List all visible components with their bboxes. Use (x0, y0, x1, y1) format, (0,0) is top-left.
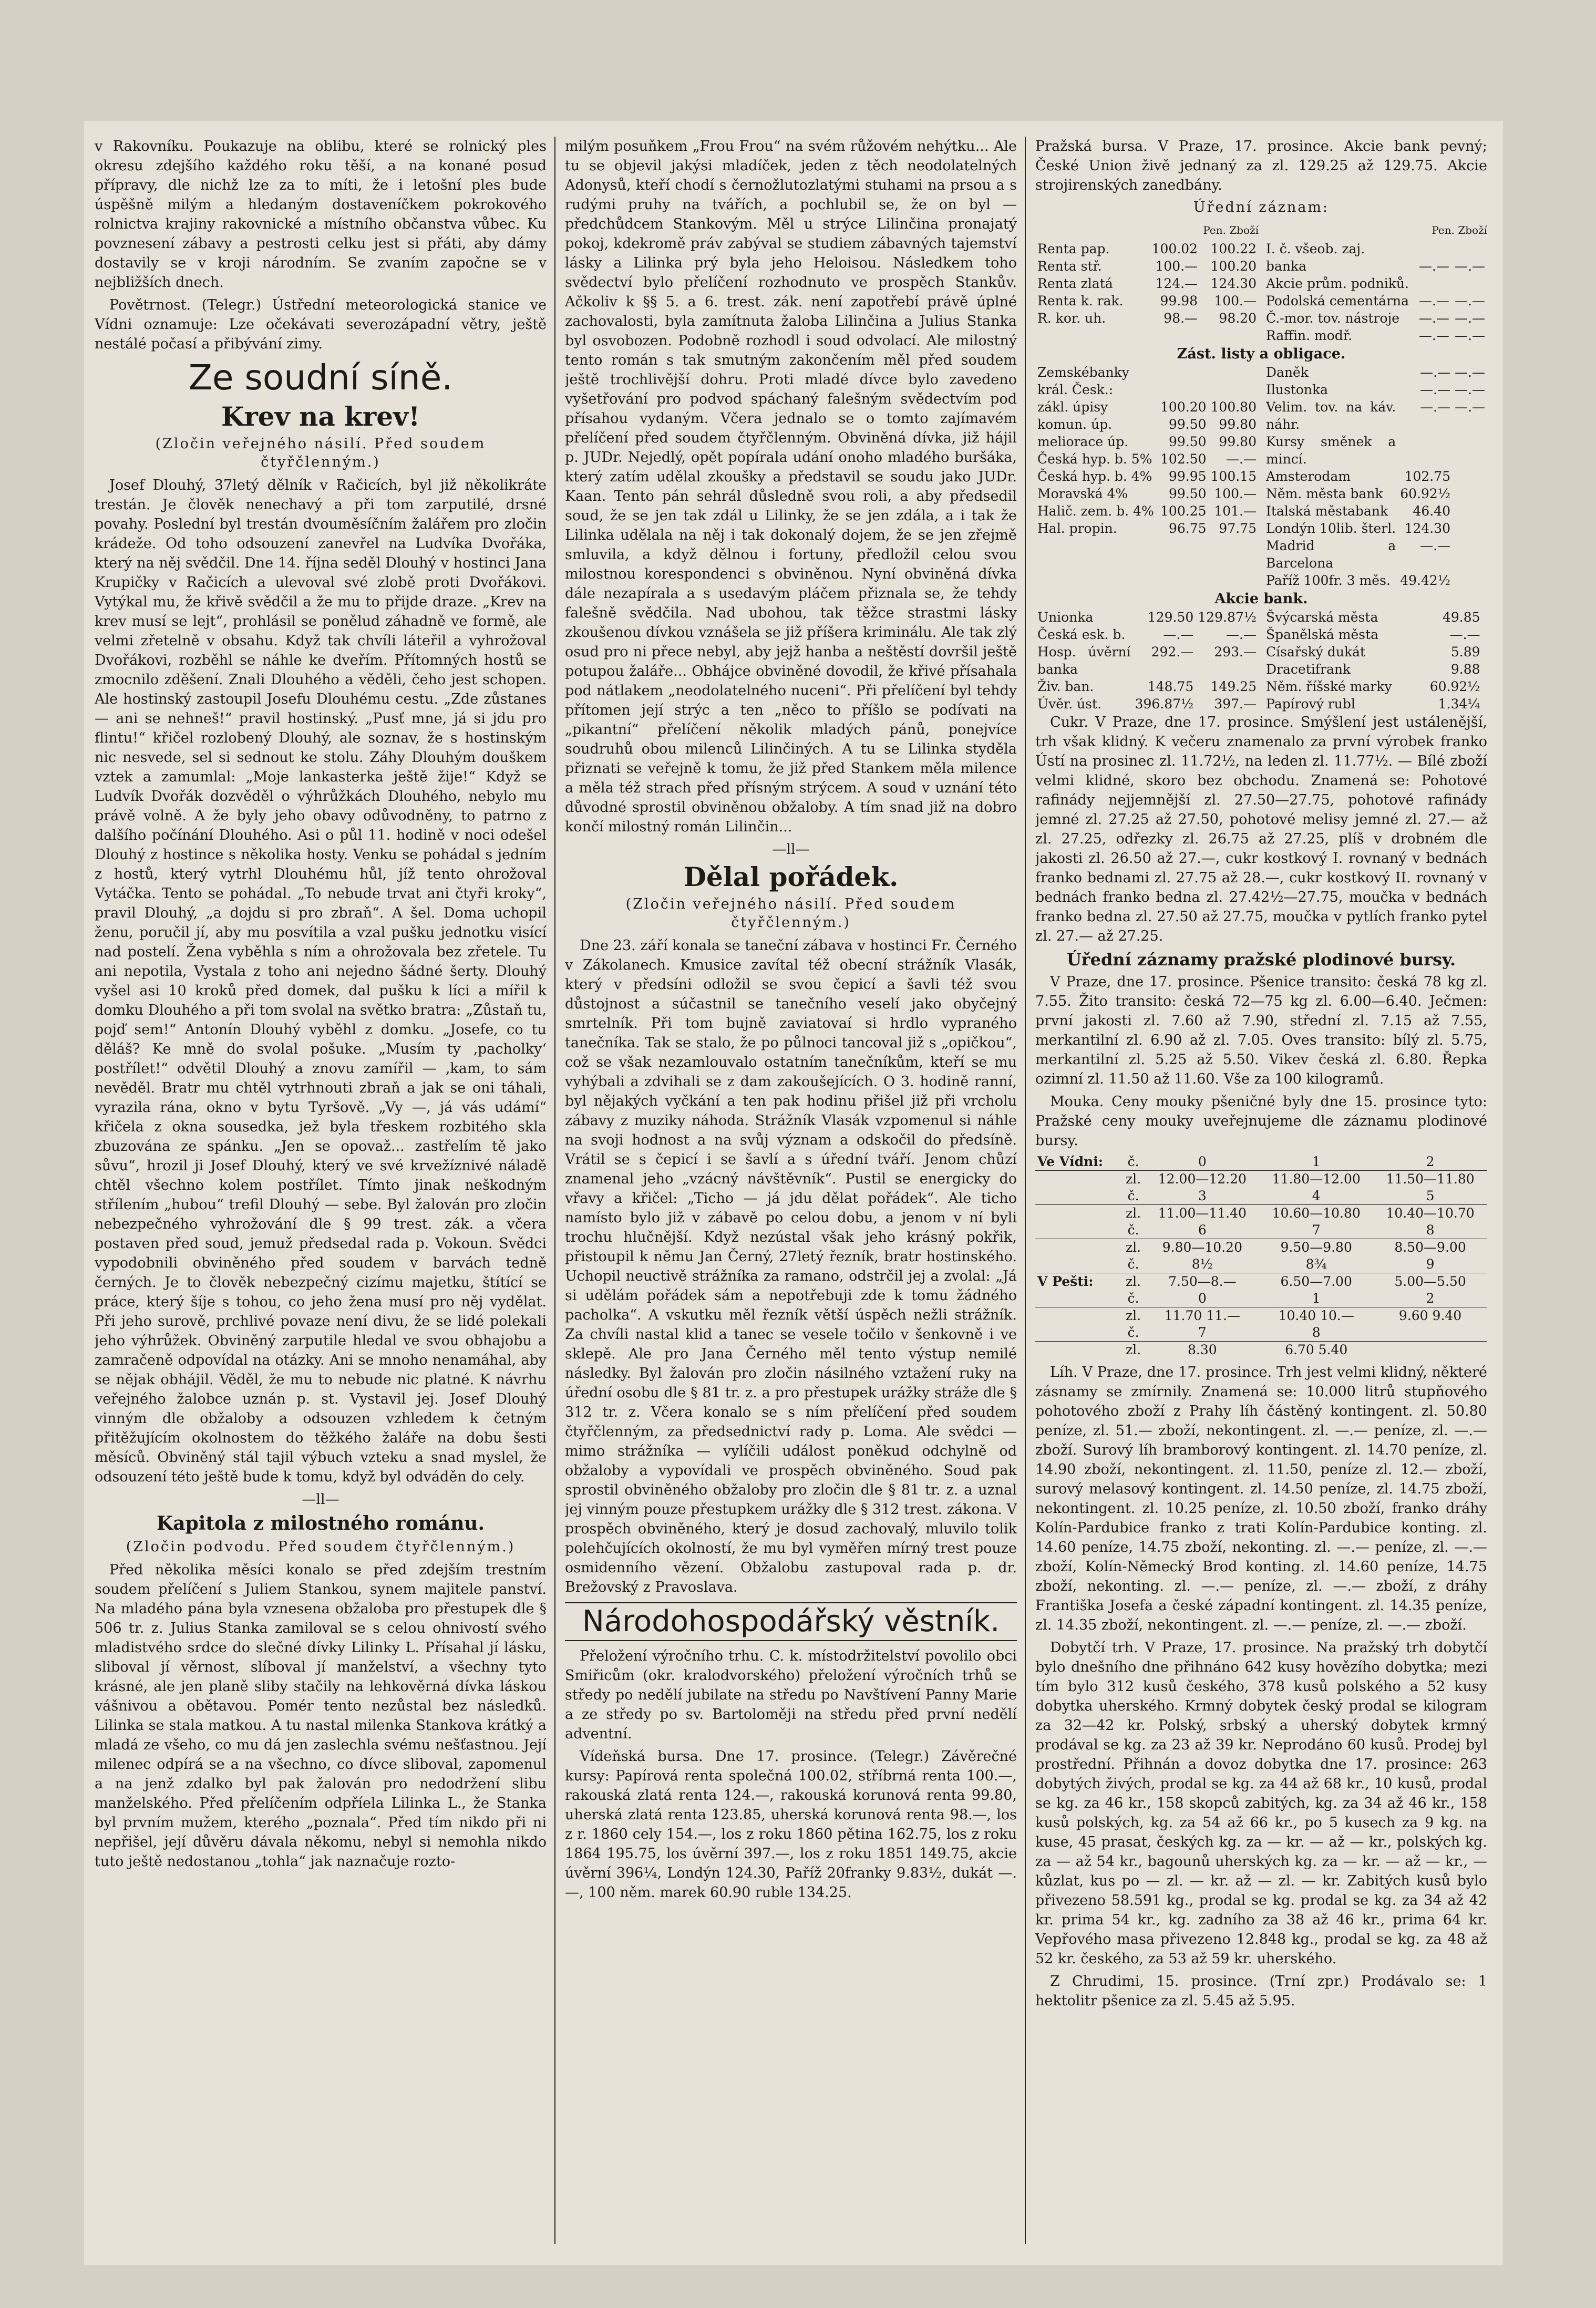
rate-row (1264, 643, 1487, 661)
market-cell: 9.50—9.80 (1280, 1240, 1352, 1255)
article-subheading-krev: (Zločin veřejného násilí. Před soudem čtyřčlenným.) (155, 436, 486, 470)
rate-label: Amsterodam (1266, 469, 1351, 484)
article-weather: Povětrnost. (Telegr.) Ústřední meteorologická stanice ve Vídni oznamuje: Lze očekávati severozápadní větry, ještě nestálé počasí a přibývání zimy. (95, 297, 547, 352)
rate-label: Hal. propin. (1037, 521, 1117, 536)
flour-price-table (1035, 1153, 1487, 1358)
rate-row (1035, 626, 1259, 643)
rate-label: Císařský dukát (1266, 644, 1366, 660)
rate-row (1035, 364, 1259, 398)
column-rule (554, 137, 555, 2244)
rate-value: 100.20 (1210, 259, 1257, 274)
rate-value (1482, 626, 1487, 643)
rate-value: —.— (1455, 328, 1485, 343)
market-cell (1035, 1171, 1121, 1188)
market-row (1035, 1153, 1487, 1171)
rate-label: Č.-mor. tov. nástroje (1266, 311, 1400, 326)
article-body-delal: Dne 23. září konala se taneční zábava v hostinci Fr. Černého v Zákolanech. Kmusice zavítal též obecní strážník Vlasák, který v předsíni odložil se svou čepicí a šavli též svou důstojnost a súčastnil se tanečního veselí jako obyčejný smrtelník. Při tom bujně zaviatovaí si hrdlo vypraného tanečníka. Tak se stalo, že po půlnoci tancoval již s „opičkou“, což se však nezamlouvalo ostatním tanečníkům, kteří se mu vyhýbali a zdvihali se z dam zakoušejících. O 3. hodině ranní, byl nějakých vyčkání a ten pak hodinu přišel již při vrcholu zábavy z muziky náhoda. Strážník Vlasák vzpomenul si náhle na svoji hodnost a na svůj význam a odskočil do předsíně. Vrátil se s čepicí i se šavlí a s úřední tváří. Jenom chůzí znamenal jeho „vzácný návštěvník“. Pustil se energicky do vřavy a křičel: „Ticho — já jdu dělat pořádek“. Ale ticho namísto bylo již v zábavě po celou dobu, a jenom v ní byli trochu hlučnější. Když nezústal však jeho krásný pokřik, přistoupil k němu Jan Černý, 27letý řezník, bratr hostinského. Uchopil neuctivě strážníka za ramano, odstrčil jej a zvolal: „Já si udělám pořádek sám a nepotřebuji zde k tomu žádného pacholka“. A vskutku měl řezník větší úspěch nežli strážník. Za chvíli nastal klid a tanec se vesele točilo v šenkovně i ve sklepě. Ale pro Jana Černého měl tento výstup nemilé následky. Byl žalován pro zločin násilného vztažení ruky na úřední osobu dle § 81 tr. z. a pro přestupek urážky stráže dle § 312 tr. z. Včera konalo se s ním přelíčení před soudem čtyřčlenným, za předsednictví rady p. Loma. Ale svědci — mimo strážníka — vylíčili událost poněkud odchylně od obžaloby a vypovídali ve prospěch obviněného. Soud pak sprostil obviněného obžaloby pro zločin dle § 81 tr. z. a uznal jej vinným pouze přestupkem urážky dle § 312 trest. zákona. V prospěch obviněného, který je dosud zachovalý, mluvilo tolik polehčujících okolností, že mu byl vyměřen mírný trest pouze osmidenního vězení. Obžalobu zastupoval rada p. dr. Brežovský z Pravoslava. (565, 937, 1017, 1595)
rate-value: 100.25 (1160, 503, 1207, 519)
rate-value: 5.89 (1450, 644, 1480, 660)
rates-table-left (1035, 240, 1259, 327)
rate-label: Papírový rubl (1266, 696, 1355, 712)
rate-row (1264, 364, 1487, 381)
market-cell: 2 (1373, 1153, 1487, 1171)
rate-row (1264, 292, 1487, 310)
rate-value: 148.75 (1147, 679, 1194, 694)
rate-value: —.— (1418, 259, 1449, 274)
rate-value: 98.— (1163, 311, 1198, 326)
rate-label: Renta stř. (1037, 259, 1102, 274)
rate-row (1264, 572, 1487, 589)
rate-label: Italská městabank (1266, 503, 1388, 519)
rate-row (1264, 537, 1487, 572)
rate-value (1209, 364, 1259, 398)
rate-label: Madrid a Barcelona (1266, 538, 1396, 571)
rate-row (1264, 626, 1487, 643)
rate-value: 100.20 (1160, 399, 1207, 415)
rate-value: 124.30 (1404, 521, 1451, 536)
market-cell: 5.00—5.50 (1394, 1274, 1466, 1289)
rate-row (1035, 520, 1259, 537)
rate-value: 99.95 (1168, 469, 1207, 484)
rate-value: —.— (1455, 259, 1485, 274)
rate-label: Živ. ban. (1037, 679, 1094, 694)
rate-row (1264, 433, 1487, 468)
rate-value: —.— (1420, 382, 1451, 397)
market-cell: 9.60 9.40 (1398, 1308, 1462, 1323)
article-trh: Přeložení výročního trhu. C. k. místodržitelství povolilo obci Smiřicům (okr. kralodvorského) přeložení výročních trhů se středy po nedělí jubilate na středu po Navštívení Panny Marie a ze středy po sv. Bartoloměji na středu před první nedělí adventní. (565, 1648, 1017, 1742)
market-cell (1373, 1342, 1487, 1359)
rate-value (1158, 364, 1208, 398)
rate-value: 99.80 (1219, 417, 1257, 432)
rate-row (1264, 468, 1487, 485)
article-flour: Mouka. Ceny mouky pšeničné byly dne 15. prosince tyto: Pražské ceny mouky uveřejnujeme dle záznamu plodinové bursy. (1035, 1094, 1487, 1149)
rate-label: Londýn 10lib. šterl. (1266, 521, 1396, 536)
rate-value: 49.85 (1442, 610, 1480, 625)
rate-label: Úvěr. úst. (1037, 696, 1102, 712)
market-cell: 11.00—11.40 (1158, 1205, 1247, 1221)
rate-row (1035, 257, 1259, 275)
rate-row (1035, 485, 1259, 502)
rate-row (1264, 275, 1487, 292)
rate-label: Česká hyp. b. 5% (1037, 451, 1152, 467)
rate-value: 98.20 (1219, 311, 1257, 326)
rate-label: I. č. všeob. zaj. (1266, 241, 1365, 256)
rate-value: 99.50 (1168, 434, 1207, 449)
market-cell: 12.00—12.20 (1158, 1171, 1247, 1187)
article-body-krev: Josef Dlouhý, 37letý dělník v Račicích, byl již několikráte trestán. Je člověk nenechavý a při tom zarputilé, drsné povahy. Poslední byl trestán dvouměsíčním žalářem pro zločin krádeže. Od toho odsouzení zanevřel na Ludvíka Dvořáka, který na něj svědčil. Dne 14. října seděl Dlouhý v hostinci Jana Krupičky v Račicích a ulevoval své zlobě proti Dvořákovi. Vytýkal mu, že křivě svědčil a že mu to přijde draze. „Krev na krev musí se lejt“, prohlásil se ponělud záhadně ve formě, ale velmi zřetelně v obsahu. Když tak chvíli láteřil a vyhrožoval Dvořákovi, rozběhl se náhle ke dveřím. Přítomných hostů se zmocnilo zděšení. Znali Dlouhého a věděli, čeho jest schopen. Ale hostinský zastoupil Josefu Dlouhému cestu. „Zde zůstanes — ani se nehneš!“ pravil hostinský. „Pusť mne, já si jdu pro flintu!“ křičel rozlobený Dlouhý, ale soznav, že s hostinským nic nesvede, sel si sednout ke stolu. Záhy Dlouhým douškem vztek a zamumlal: „Moje lankasterka ještě žije!“ Když se Ludvík Dvořák dozvěděl o výhrůžkách Dlouhého, nebylo mu právě volně. A že byly jeho obavy odůvodněny, to patrno z dalšího počínání Dlouhého. Asi o půl 11. hodině v noci odešel Dlouhý z hostince s několika hosty. Venku se pohádal s jedním z hostů, který vytrhl Dlouhému hůl, jíž tento ohrožoval Vytáčka. Tento se pohádal. „To nebude trvat ani čtyři kroky“, pravil Dlouhý, „a dojdu si pro zbraň“. A šel. Doma uchopil ženu, poručil jí, aby mu posvítila a vzal pušku jednotku visící nad postelí. Žena vyběhla s ním a ohrožovala bez zřetele. Tu ani nepotila, Vystala z toho ani nejedno šádné šerty. Dlouhý vyšel asi 10 kroků před domek, dal pušku k líci a mířil k domku Dlouhého a při tom svolal na světko bratra: „Zůstaň tu, pojď sem!“ Antonín Dlouhý vyběhl z domku. „Josefe, co tu děláš? Ke mně do svolal pošuke. „Musím ty ‚pacholky‘ postřílet!“ odvětil Dlouhý a znovu zamířil — ‚kam, to sám nevěděl. Bratr mu chtěl vytrhnouti zbraň a jak se oni táhali, vyrazila rána, okno v bytu Tyršově. „Vy —, já vás udámí“ křičela z okna sousedka, jež byla třeskem rozbitého skla zbuzována ze spánku. „Jen se opovaž... zastřelím tě jako sůvu“, hrozil ji Josef Dlouhý, který ve své krvežíznivé náladě chtěl všechno kolem postřílet. Tímto jinak neškodným střílením „hubou“ trefil Dlouhý — sebe. Byl žalován pro zločin nebezpečného vyhrožování dle § 99 trest. zák. a včera postaven před soud, jemuž předsedal rada p. Vokoun. Svědci vypodobnili obviněného před soudem v barvách tedně černých. Je to člověk nebezpečný cizímu majetku, štítící se práce, který šíje s tohou, co jeho žena musí pro něj vydělat. Při jeho surově, prchlivé povaze není divu, že se lidé polekali jeho výhrůžek. Obviněný zarputile hledal ve svou obhajobu a zamračeně odpovídal na otázky. Ani se mnoho nenamáhal, aby se nějak obhájil. Věděl, že mu to nebude nic platné. K návrhu veřejného žalobce uznán p. st. Vystavil jej. Josef Dlouhý vinným dle obžaloby a odsouzen vzhledem k četným přitěžujícím okolnostem do těžkého žaláře na dobu šesti měsíců. Obviněný stál tajil výbuch vzteku a snad myslel, že odsouzení této ještě bude k tomu, když byl odváděn do cely. (95, 477, 547, 1485)
market-cell: zl. (1126, 1342, 1141, 1357)
market-cell: č. (1121, 1188, 1146, 1205)
market-row (1035, 1222, 1487, 1239)
market-row (1035, 1342, 1487, 1359)
rate-value (1453, 485, 1487, 502)
rate-row (1264, 485, 1487, 502)
rate-value (1482, 643, 1487, 661)
rate-value: —.— (1455, 311, 1485, 326)
rate-value: 149.25 (1210, 679, 1257, 694)
rate-label: Něm. města bank (1266, 486, 1383, 501)
exchange-table (1264, 364, 1487, 589)
rate-label: Česká hyp. b. 4% (1037, 469, 1152, 484)
rate-label: komun. úp. (1037, 417, 1113, 432)
rate-label: Něm. říšské marky (1266, 679, 1392, 694)
rate-row (1264, 240, 1487, 257)
rate-value (1453, 520, 1487, 537)
rate-value (1451, 240, 1487, 257)
market-cell: 6 (1145, 1222, 1259, 1239)
rate-row (1035, 292, 1259, 310)
rate-row (1264, 661, 1487, 678)
market-cell: 3 (1145, 1188, 1259, 1205)
rate-value: 97.75 (1219, 521, 1257, 536)
market-cell: 7 (1145, 1324, 1259, 1342)
rate-row (1264, 609, 1487, 626)
rate-value (1398, 433, 1453, 468)
rate-row (1035, 695, 1259, 713)
heading-commodity-bourse: Úřední záznamy pražské plodinové bursy. (1066, 950, 1456, 970)
rate-value: 102.50 (1160, 451, 1207, 467)
rate-row (1035, 502, 1259, 520)
article-heading-krev: Krev na krev! (221, 401, 420, 432)
rate-label: Švýcarská města (1266, 610, 1378, 625)
rate-value (1453, 502, 1487, 520)
rate-row (1264, 695, 1487, 713)
rate-value: —.— (1163, 627, 1194, 642)
section-heading-economy: Národohospodářský věstník. (565, 1602, 1017, 1641)
exchange-table-2 (1264, 609, 1487, 713)
market-cell: 1 (1259, 1290, 1373, 1307)
rate-label: Halič. zem. b. 4% (1037, 503, 1154, 519)
rate-value: 9.88 (1450, 662, 1480, 677)
rates-block-1 (1035, 221, 1487, 344)
market-cell (1035, 1188, 1121, 1205)
rate-row (1264, 327, 1487, 344)
rate-label: Renta k. rak. (1037, 293, 1124, 308)
article-commodities: V Praze, dne 17. prosince. Pšenice transito: česká 78 kg zl. 7.55. Žito transito: česká 72—75 kg zl. 6.00—6.40. Ječmen: první jakosti zl. 7.60 až 7.90, střední zl. 7.15 až 7.55, merkantilní zl. 6.90 až zl. 7.05. Oves transito: bílý zl. 5.75, merkantilní zl. 5.25 až 5.50. Vikev česká zl. 6.80. Řepka ozimní zl. 11.50 až 11.60. Vše za 100 kilogramů. (1035, 974, 1487, 1087)
article-body-kapitola-cont: milým posuňkem „Frou Frou“ na svém růžovém nehýtku... Ale tu se objevil jakýsi mladíček, jeden z těch neodolatelných Adonysů, kteří chodí s černožlutozlatými stuhami na prsou a s rudými pruhy na tvářích, a pochlubil se, že on byl — předchůdcem Stankovým. Měl u strýce Lilinčina pronajatý pokoj, kdekromě práv zabýval se studiem zábavných tajemství lásky a Lilinka prý byla jeho Heloisou. Následkem toho svědectví bylo přelíčení rozhodnuto ve prospěch Stankův. Ačkoliv k §§ 5. a 6. trest. zák. není zapotřebí právě úplné zachovalosti, byla zamítnuta žaloba Lilinčina a Julius Stanka byl osvobozen. Podobně rozhodl i soud odvolací. Ale milostný tento román s tak smutným zakončením měl před soudem ještě trochlivější dohru. Proti mladé dívce bylo zavedeno vyšetřování pro podvod spáchaný falešným svědectvím pod přísahou vydaným. Včera jednalo se o tomto zajímavém přelíčení před soudem čtyřčlenným. Obviněná dívka, již hájil p. JUDr. Nejedlý, opět popírala udání onoho mladého buršáka, který zatím udělal zkoušky a představil se soudu jako JUDr. Kaan. Tento pán sehrál důsledně svou roli, a aby předsedil soud, že se jen tak zdál u Lilinky, že se jen zdála, a i tak že Lilinka udělala na něj i tak dokonalý dojem, že se jen zřejmě smluvila, a když dělnou i fortuny, předložil celou svou milostnou korespondenci s obviněnou. Nyní obviněná dívka dále nezapírala a s usedavým pláčem přiznala se, že tehdy falešně svědčila. Nad ubohou, tak těžce strastmi lásky zkoušenou dívkou vznášela se již příšera kriminálu. Ale tak zlý osud pro ni přece nebyl, aby jejž hanba a neštěstí dovršil ještě potupou žaláře... Obhájce obviněné dovodil, že křivé přísahala pod nátlakem „neodolatelného nuceni“. Při přelíčení byl tehdy přítomen její strýc a ten „něco to příšlo se podívati na „pikantní“ přelíčení několik mladých pánů, ponejvíce soudruhů obou milenců Lilinčiných. A tu se Lilinka styděla přiznati se veřejně k tomu, že již před Stankem měla milence a měla též strach před přísným strýcem. A soud v uznání této důvodné sprostil obviněnou obžaloby. A tím snad již na dobro končí milostný román Lilinčin... (565, 138, 1017, 835)
rates-block-3 (1035, 609, 1487, 713)
separator: —ll— (302, 1491, 339, 1508)
rate-row (1264, 381, 1487, 398)
rate-value: 60.92½ (1429, 679, 1480, 694)
bonds-table (1035, 364, 1259, 537)
rate-value: 100.02 (1151, 241, 1198, 256)
market-cell (1035, 1290, 1121, 1307)
market-cell: č. (1121, 1153, 1146, 1171)
market-row (1035, 1188, 1487, 1205)
market-cell: 0 (1145, 1153, 1259, 1171)
rate-value: —.— (1418, 293, 1449, 308)
rate-value: 129.87½ (1198, 610, 1257, 625)
market-cell: 8.50—9.00 (1394, 1240, 1466, 1255)
rate-value: —.— (1455, 293, 1485, 308)
market-cell: zl. (1126, 1171, 1141, 1187)
article-heading-delal: Dělal pořádek. (683, 861, 899, 892)
rate-row (1035, 310, 1259, 327)
market-cell: č. (1121, 1290, 1146, 1307)
rate-value (1482, 678, 1487, 695)
rate-label: Španělská města (1266, 627, 1379, 642)
column-2 (565, 137, 1017, 2254)
rate-row (1035, 240, 1259, 257)
newspaper-page (84, 121, 1503, 2265)
rate-value: 99.80 (1219, 434, 1257, 449)
rate-value: 129.50 (1147, 610, 1194, 625)
article-sugar: Cukr. V Praze, dne 17. prosince. Smýšlení jest ustálenější, trh však klidný. K večeru znamenalo za první výrobek franko Ústí na prosinec zl. 11.72½, na leden zl. 11.77½. — Bílé zboží velmi klidné, skoro bez obchodu. Znamená se: Pohotové rafinády nejjemnější zl. 27.50—27.75, pohotové rafinády jemné zl. 27.25 až 27.50, pohotové melisy jemné zl. 27.— až zl. 27.25, odřezky zl. 26.75 až 27.25, plíš v drobném dle jakosti zl. 26.50 až 27.—, cukr kostkový I. rovnaný v bednách franko bednami zl. 27.75 až 28.—, cukr kostkový II. rovnaný v bednách franko bedna zl. 27.42½—27.75, moučka v bednách franko bedna zl. 27.50 až 27.75, moučka v pytlích franko pytel zl. 27.— až 27.25. (1035, 714, 1487, 944)
rate-label: Raffin. modř. (1266, 328, 1352, 343)
rate-value: 46.40 (1413, 503, 1451, 519)
rate-label: Paříž 100fr. 3 měs. (1266, 573, 1391, 588)
rate-row (1035, 275, 1259, 292)
article-rakovnik: v Rakovníku. Poukazuje na oblibu, které se rolnický ples okresu zdejšího každého roku těší, a na konané posud přípravy, dle nichž lze za to míti, že i letošní ples bude úspěšně milým a hledaným dostaveníčkem pokrokového rolnictva krajiny rakovnické a místního občanstva vůbec. Ku povznesení zábavy a pestrosti celku jest si přáti, aby dámy dostavily se v kroji národním. Se zvaním započne se v nejbližších dnech. (95, 138, 547, 291)
rate-value: 99.98 (1160, 293, 1198, 308)
bank-shares-table (1035, 609, 1259, 713)
market-cell: 8½ (1145, 1256, 1259, 1273)
rate-row (1035, 468, 1259, 485)
market-cell: 10.40 10.— (1278, 1308, 1354, 1323)
rate-row (1035, 678, 1259, 695)
rate-value (1453, 572, 1487, 589)
rate-label: Podolská cementárna (1266, 293, 1409, 308)
market-cell (1373, 1324, 1487, 1342)
rate-value: 99.50 (1168, 417, 1207, 432)
market-cell: 8.30 (1188, 1342, 1217, 1357)
market-row (1035, 1205, 1487, 1222)
market-cell: 8¾ (1259, 1256, 1373, 1273)
article-subheading-delal: (Zločin veřejného násilí. Před soudem čtyřčlenným.) (625, 896, 956, 931)
market-cell: 9.80—10.20 (1162, 1240, 1242, 1255)
rate-label: Renta pap. (1037, 241, 1110, 256)
market-row (1035, 1273, 1487, 1291)
market-cell: zl. (1126, 1308, 1141, 1323)
market-cell: 10.60—10.80 (1272, 1205, 1361, 1221)
rate-row (1264, 520, 1487, 537)
market-row (1035, 1239, 1487, 1256)
rate-value: 1.34¼ (1438, 696, 1480, 712)
market-cell: 6.70 5.40 (1285, 1342, 1348, 1357)
rate-label: Unionka (1037, 610, 1094, 625)
rate-label: Hosp. úvěrní banka (1037, 644, 1131, 677)
market-cell (1035, 1222, 1121, 1239)
market-cell (1035, 1239, 1121, 1256)
market-cell (1035, 1256, 1121, 1273)
rate-label: zákl. úpisy (1037, 399, 1108, 415)
article-cattle-market: Dobytčí trh. V Praze, 17. prosince. Na pražský trh dobytčí bylo dnešního dne přihnáno 642 kusy hovězího dobytka; mezi tím bylo 312 kusů českého, 378 kusů polského a 52 kusy dobytka uherského. Krmný dobytek český prodal se kilogram za 32—42 kr. Polský, srbský a uherský dobytek krmný prodával se kg. za 23 až 39 kr. Neprodáno 60 kusů. Prodej byl prostřední. Přihnán a dovoz dobytka dne 17. prosince: 263 dobytých živých, prodal se kg. za 44 až 68 kr., 10 kusů, prodal se kg. za 46 kr., 158 skopců zabitých, kg. za 34 až 46 kr., 158 kusů polských, kg. za 54 až 66 kr., po 5 kusech za 9 kg. na kuse, 45 prasat, českých kg. za — kr. — až — kr., polských kg. za — až 54 kr., bagounů uherských kg. za — kr. — až — kr., — kůzlat, kus po — zl. — kr. až — zl. — kr. Zabitých kusů bylo přivezeno 58.591 kg., prodal se kg. prodal se kg. za 34 až 42 kr. prima 54 kr., kg. zadního za 38 až 46 kr., prima 64 kr. Vepřového masa přivezeno 12.848 kg., prodal se kg. za 48 až 52 kr. českého, za 53 až 59 kr. uherského. (1035, 1640, 1487, 1967)
article-spirit: Líh. V Praze, dne 17. prosince. Trh jest velmi klidný, některé zásnamy se zmírnily. Znamená se: 10.000 litrů stupňového pohotového zboží z Prahy líh částěný kontingent. zl. 50.80 peníze, zl. 51.— zboží, nekontingent. zl. —.— peníze, zl. —.— zboží. Surový líh bramborový kontingent. zl. 14.70 peníze, zl. 14.90 zboží, nekontingent. zl. 11.50, peníze zl. 12.— zboží, surový melasový kontingent. zl. 14.50 peníze, zl. 14.75 zboží, nekontingent. zl. 10.25 peníze, zl. 10.50 zboží, franko dráhy Kolín-Pardubice franko z trati Kolín-Pardubice konting. zl. 14.60 peníze, 14.75 zboží, nekonting. zl. —.— peníze, zl. —.— zboží, Kolín-Německý Brod konting. zl. 14.60 peníze, 14.75 zboží, nekonting. zl. —.— peníze, zl. —.— zboží, z dráhy Františka Josefa a české západní kontingent. zl. 14.35 peníze, zl. 14.35 zboží, nekontingent. zl. —.— peníze, zl. —.— zboží. (1035, 1364, 1487, 1633)
rate-value: —.— (1226, 451, 1257, 467)
rate-value (1482, 661, 1487, 678)
rate-row (1264, 502, 1487, 520)
market-cell: zl. (1126, 1205, 1141, 1221)
rate-value: —.— (1449, 627, 1480, 642)
rate-value: 102.75 (1404, 469, 1451, 484)
rate-value: 60.92½ (1400, 486, 1451, 501)
rate-row (1035, 433, 1259, 450)
rate-value: 99.50 (1168, 486, 1207, 501)
rate-value: 100.— (1155, 259, 1198, 274)
rate-value: —.— (1420, 538, 1451, 553)
article-subheading-kapitola: (Zločin podvodu. Před soudem čtyřčlenným.) (126, 1539, 516, 1555)
rate-row (1264, 310, 1487, 327)
column-1 (95, 137, 547, 2254)
rate-label: Zemskébanky král. Česk.: (1037, 365, 1129, 397)
market-cell: V Pešti: (1037, 1274, 1094, 1289)
rate-label: Velim. tov. na káv. náhr. (1266, 399, 1396, 432)
market-cell: 4 (1259, 1188, 1373, 1205)
market-row (1035, 1256, 1487, 1273)
market-cell: zl. (1126, 1240, 1141, 1255)
market-cell: 0 (1145, 1290, 1259, 1307)
market-cell (1035, 1342, 1121, 1359)
article-chrudim: Z Chrudimi, 15. prosince. (Trní zpr.) Prodávalo se: 1 hektolitr pšenice za zl. 5.45 až 5.95. (1035, 1973, 1487, 2009)
rate-value: —.— (1226, 627, 1257, 642)
rate-value: 100.80 (1210, 399, 1257, 415)
rate-label: Renta zlatá (1037, 276, 1113, 291)
rate-value (1453, 537, 1487, 572)
market-cell: 11.70 11.— (1164, 1308, 1240, 1323)
market-row (1035, 1290, 1487, 1307)
market-cell: 2 (1373, 1290, 1487, 1307)
rate-value: —.— (1420, 365, 1451, 380)
article-vienna-bourse: Vídeňská bursa. Dne 17. prosince. (Telegr.) Závěrečné kursy: Papírová renta společná 100.02, stříbrná renta 100.—, rakouská zlatá renta 124.—, rakouská korunová renta 99.80, uherská zlatá renta 123.85, uherská korunová renta 98.—, los z r. 1860 cely 154.—, los z roku 1860 pětina 162.75, los z roku 1864 195.75, los úvěrní 397.—, los z roku 1851 149.75, akcie úvěrní 396¼, Londýn 124.30, Paříž 20franky 9.83½, dukát —.—, 100 něm. marek 60.90 ruble 134.25. (565, 1748, 1017, 1901)
rate-value (1416, 275, 1451, 292)
rate-value: 293.— (1214, 644, 1257, 660)
rate-row (1035, 643, 1259, 678)
rate-value: —.— (1418, 328, 1449, 343)
rate-row (1035, 450, 1259, 468)
rate-value (1482, 695, 1487, 713)
rate-value: —.— (1420, 399, 1451, 415)
bonds-heading: Zást. listy a obligace. (1177, 346, 1346, 362)
market-cell (1035, 1205, 1121, 1222)
rate-label: Moravská 4% (1037, 486, 1128, 501)
rate-value (1416, 240, 1451, 257)
market-row (1035, 1307, 1487, 1325)
rates-table-right (1264, 240, 1487, 344)
rate-value: 124.— (1155, 276, 1198, 291)
rate-label: meliorace úp. (1037, 434, 1129, 449)
rate-value: —.— (1455, 382, 1485, 397)
market-cell: 10.40—10.70 (1386, 1205, 1475, 1221)
rate-label: Akcie prům. podniků. (1266, 276, 1409, 291)
rate-value: 396.87½ (1135, 696, 1194, 712)
market-row (1035, 1324, 1487, 1342)
rate-value: 100.15 (1210, 469, 1257, 484)
rate-label: Kursy směnek a mincí. (1266, 434, 1396, 467)
rate-label: Daněk (1266, 365, 1309, 380)
market-cell: 8 (1373, 1222, 1487, 1239)
market-cell: 8 (1259, 1324, 1373, 1342)
rates-head-right: Pen. Zboží (1432, 224, 1487, 236)
bank-shares-heading: Akcie bank. (1214, 591, 1308, 607)
market-cell: 11.50—11.80 (1386, 1171, 1475, 1187)
rate-value: 96.75 (1168, 521, 1207, 536)
rate-value: —.— (1455, 399, 1485, 415)
rate-value: 49.42½ (1400, 573, 1451, 588)
rate-value: 397.— (1214, 696, 1257, 712)
article-prague-bourse: Pražská bursa. V Praze, 17. prosince. Akcie bank pevný; České Union živě jednaný za zl. 129.25 až 129.75. Akcie strojirenských zanedbány. (1035, 138, 1487, 193)
market-cell: 11.80—12.00 (1272, 1171, 1361, 1187)
rate-value: —.— (1455, 365, 1485, 380)
rate-value: 100.22 (1210, 241, 1257, 256)
rate-row (1264, 678, 1487, 695)
market-cell (1035, 1307, 1121, 1325)
market-cell (1035, 1324, 1121, 1342)
column-3 (1035, 137, 1487, 2254)
rate-label: Dracetifrank (1266, 662, 1351, 677)
rate-value (1453, 433, 1487, 468)
market-cell: č. (1121, 1324, 1146, 1342)
market-cell: č. (1121, 1256, 1146, 1273)
rate-value: 101.— (1214, 503, 1257, 519)
rate-value: 124.30 (1210, 276, 1257, 291)
market-cell: č. (1121, 1222, 1146, 1239)
market-row (1035, 1171, 1487, 1188)
rate-label: Ilustonka (1266, 382, 1329, 397)
rate-value (1453, 468, 1487, 485)
rate-row (1035, 416, 1259, 433)
market-cell: 9 (1373, 1256, 1487, 1273)
separator: —ll— (772, 841, 810, 858)
article-heading-kapitola: Kapitola z milostného románu. (156, 1512, 485, 1534)
rate-row (1035, 609, 1259, 626)
rate-value: —.— (1418, 311, 1449, 326)
rate-label: R. kor. uh. (1037, 311, 1106, 326)
section-heading-court: Ze soudní síně. (188, 357, 453, 398)
rates-block-2 (1035, 364, 1487, 589)
market-cell: zl. (1126, 1274, 1141, 1289)
official-record-label: Úřední záznam: (1193, 199, 1330, 215)
rate-value (1482, 609, 1487, 626)
rate-row (1035, 398, 1259, 416)
market-cell: 5 (1373, 1188, 1487, 1205)
market-cell: Ve Vídni: (1035, 1153, 1121, 1171)
market-cell: 7 (1259, 1222, 1373, 1239)
rate-label: banka (1266, 259, 1307, 274)
article-body-kapitola: Před několika měsíci konalo se před zdejším trestním soudem přelíčení s Juliem Stankou, synem majitele panství. Na mladého pána byla vznesena obžaloba pro přestupek dle § 506 tr. z. Julius Stanka zamiloval se s celou ohnivostí svého mladistvého srdce do slečné dívky Lilinky L. Přísahal jí lásku, sliboval jí věrnost, slíboval jí manželství, a všechny tyto krásné, ale jen planě sliby stačily na lehkověrná dívka láskou vášnivou a obětavou. Pomér tento nezůstal bez následků. Lilinka se stala matkou. A tu nastal milenka Stankova krátký a mladá ze všeho, co mu dá jen zaslechla svému nešťastnou. Její milenec odpírá se a na všechno, co dívce sliboval, zapomenul a na jenž zdalko byl pak žalován pro nedodržení slibu manželského. Před přelíčením odpříela Lilinka L., že Stanka byl prvním mužem, kterého „poznala“. Před tím nikdo při ni nepřišel, její důvěru dávala někomu, nebyl si nemohla nikdo tuto ještě nedostanou „tohla“ jak naznačuje rozto- (95, 1562, 547, 1870)
rate-value: 100.— (1214, 486, 1257, 501)
market-cell: 6.50—7.00 (1280, 1274, 1352, 1289)
rate-row (1264, 257, 1487, 275)
rate-label: Česká esk. b. (1037, 627, 1126, 642)
market-cell: 1 (1259, 1153, 1373, 1171)
rate-row (1264, 398, 1487, 433)
column-rule (1025, 137, 1026, 2244)
rate-value: 100.— (1214, 293, 1257, 308)
rate-value: 292.— (1151, 644, 1194, 660)
rates-head-left: Pen. Zboží (1203, 224, 1259, 236)
market-cell: 7.50—8.— (1168, 1274, 1237, 1289)
rate-value (1451, 275, 1487, 292)
